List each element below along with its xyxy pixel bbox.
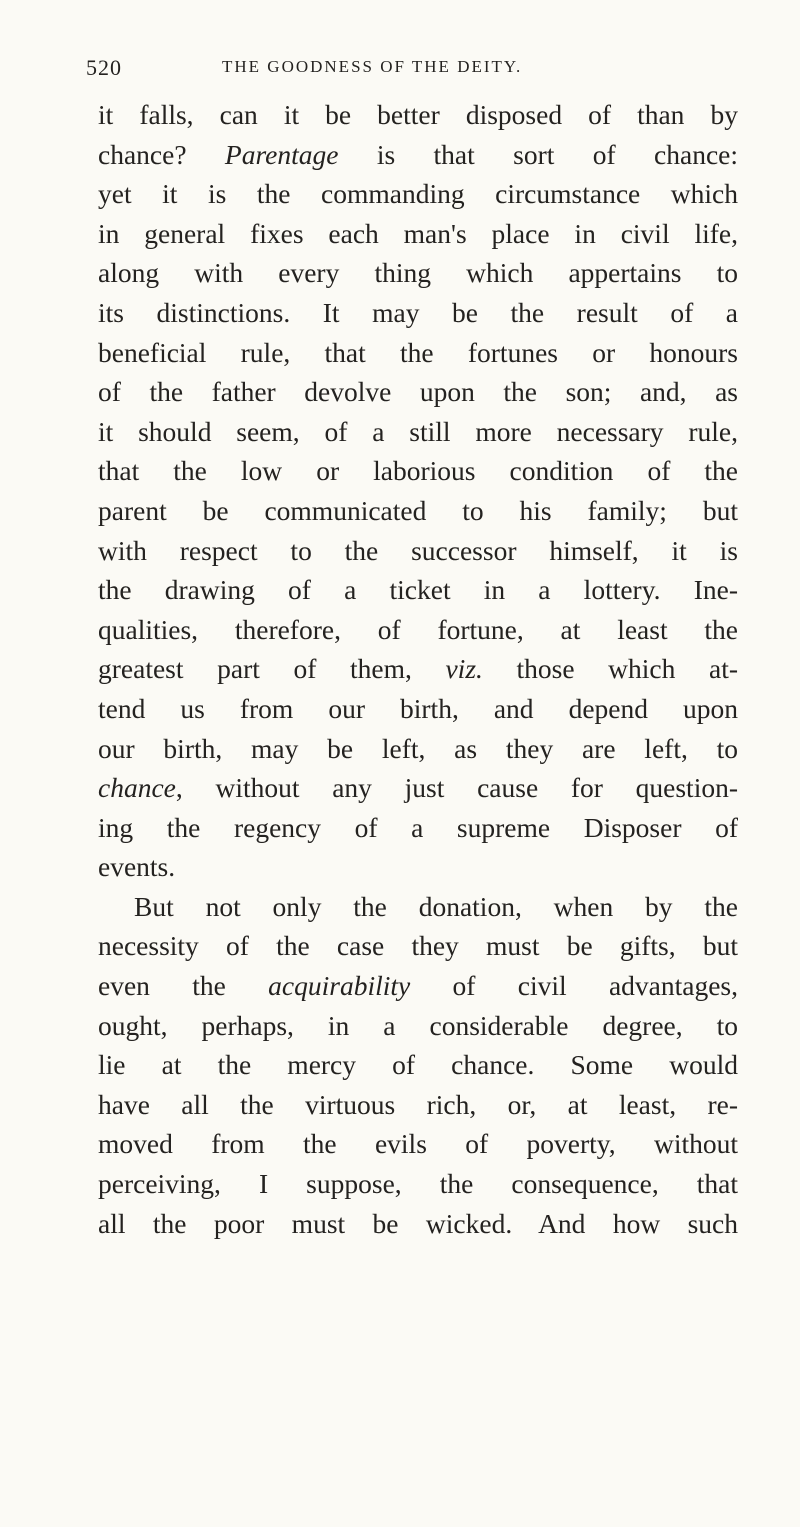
running-head: THE GOODNESS OF THE DEITY.: [222, 57, 523, 76]
text-line: have all the virtuous rich, or, at least, re-: [98, 1088, 738, 1120]
text-line: greatest part of them, viz. those which at-: [98, 653, 738, 685]
text-line: even the acquirability of civil advantages,: [98, 970, 738, 1002]
body-text: [98, 95, 738, 1243]
text-line: in general fixes each man's place in civil life,: [98, 217, 738, 249]
page-number: 520: [86, 55, 122, 80]
text-line: it falls, can it be better disposed of than by: [98, 99, 738, 130]
italic-term-chance: chance: [98, 772, 176, 804]
page-header: [86, 55, 646, 87]
text-line: the drawing of a ticket in a lottery. Ine-: [98, 574, 738, 606]
text-line: along with every thing which appertains to: [98, 257, 738, 289]
text-line: our birth, may be left, as they are left, to: [98, 732, 738, 764]
text-line: chance? Parentage is that sort of chance:: [98, 138, 738, 170]
text-line: parent be communicated to his family; but: [98, 494, 738, 526]
text-line: of the father devolve upon the son; and, as: [98, 376, 738, 408]
text-line: that the low or laborious condition of the: [98, 455, 738, 487]
text-line: qualities, therefore, of fortune, at least the: [98, 613, 738, 645]
text-line: perceiving, I suppose, the consequence, that: [98, 1168, 738, 1200]
italic-term-viz: viz.: [445, 653, 483, 685]
text-line: beneficial rule, that the fortunes or honours: [98, 336, 738, 368]
text-line: tend us from our birth, and depend upon: [98, 692, 738, 724]
text-line: ought, perhaps, in a considerable degree, to: [98, 1009, 738, 1041]
text-line-paragraph-start: But not only the donation, when by the: [134, 890, 738, 922]
text-line: with respect to the successor himself, it is: [98, 534, 738, 566]
text-line: it should seem, of a still more necessary rule,: [98, 415, 738, 447]
text-line: ing the regency of a supreme Disposer of: [98, 811, 738, 843]
text-line: lie at the mercy of chance. Some would: [98, 1049, 738, 1081]
text-line: yet it is the commanding circumstance which: [98, 178, 738, 210]
text-line-paragraph-end: events.: [98, 851, 176, 883]
text-line: its distinctions. It may be the result of a: [98, 296, 738, 328]
text-line: all the poor must be wicked. And how such: [98, 1207, 738, 1239]
text-line: moved from the evils of poverty, without: [98, 1128, 738, 1160]
italic-term-parentage: Parentage: [224, 138, 339, 170]
text-line: necessity of the case they must be gifts, but: [98, 930, 738, 962]
text-line: chance, without any just cause for question-: [98, 772, 738, 804]
italic-term-acquirability: acquirability: [268, 970, 411, 1002]
